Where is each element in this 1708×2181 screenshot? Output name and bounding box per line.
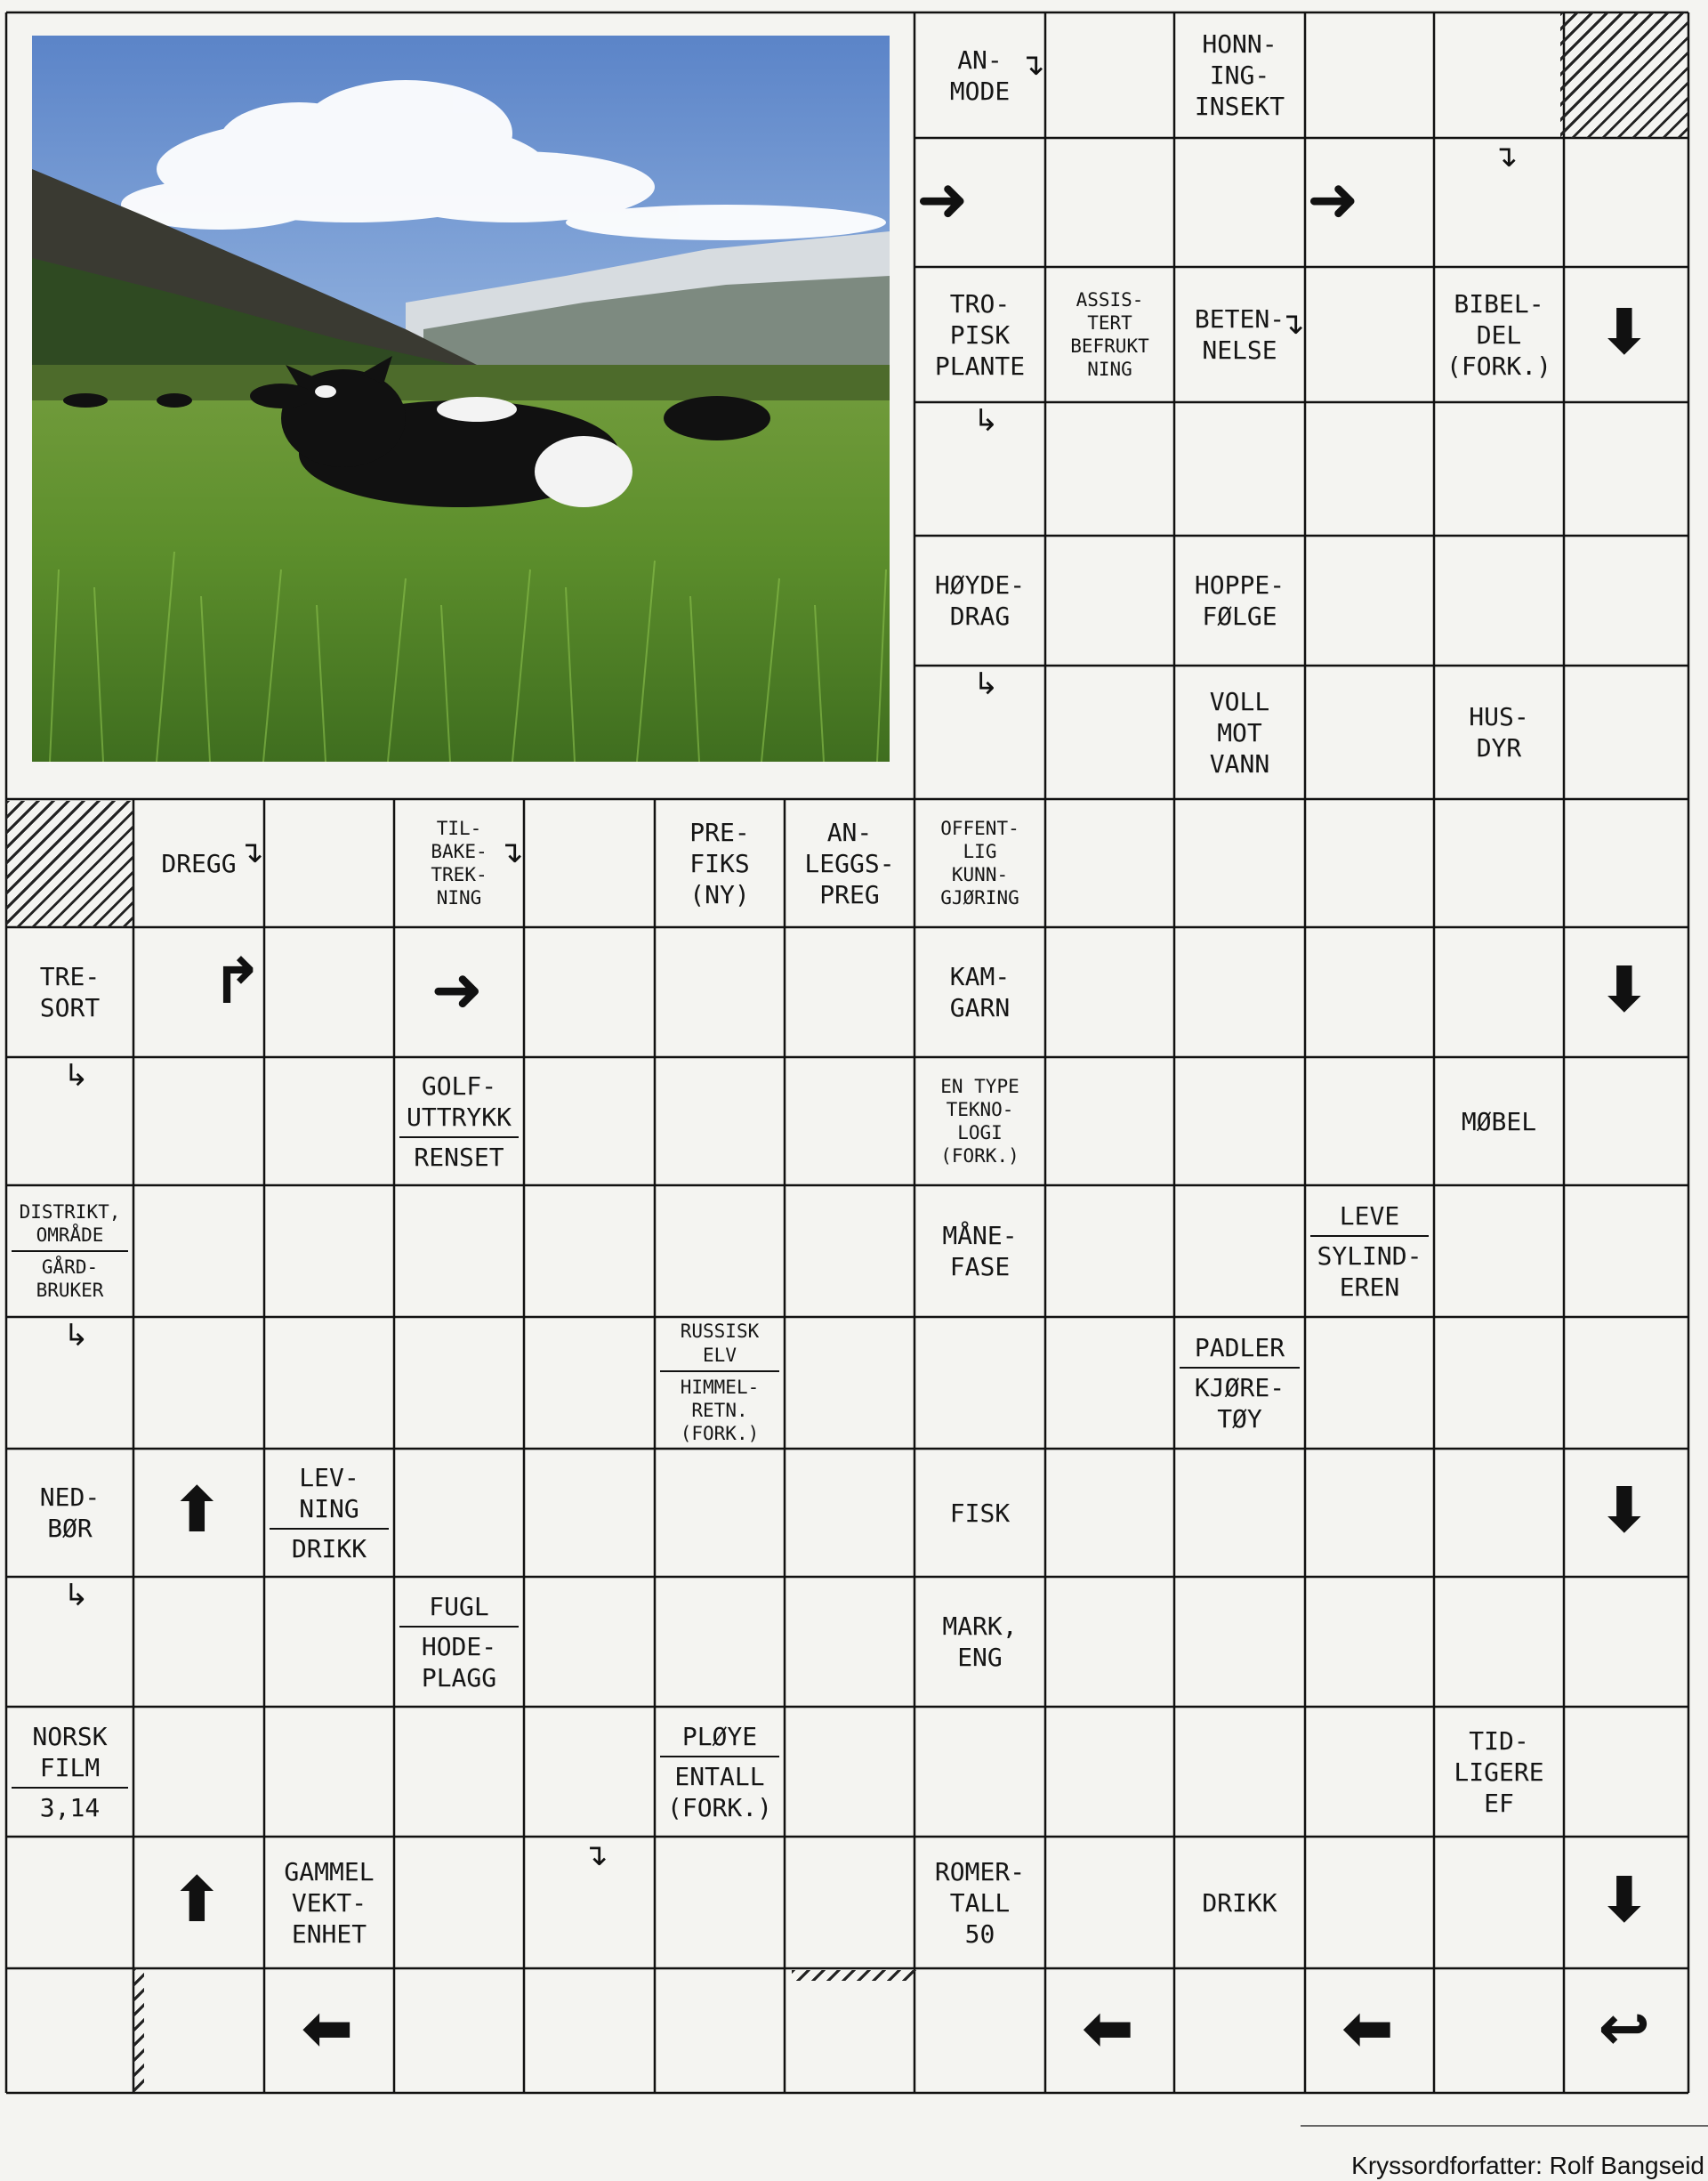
clue-cell (914, 267, 1045, 402)
clue-part (1180, 1887, 1300, 1918)
clue-part (1310, 1200, 1429, 1237)
clue-line: PRE- (689, 817, 750, 847)
clue-line: HOPPE- (1194, 570, 1285, 600)
clue-cell (1174, 1317, 1305, 1449)
clue-line: BETEN- (1194, 304, 1285, 334)
bold-left-arrow-icon: ⬅ (1341, 1991, 1394, 2064)
clue-line: DRIKK (291, 1533, 367, 1563)
clue-line: NED- (39, 1482, 101, 1512)
clue-cell (264, 1837, 394, 1968)
clue-line: TALL (949, 1887, 1011, 1918)
clue-line: HØYDE- (934, 570, 1026, 600)
turn-down-icon: ↴ (583, 1838, 608, 1873)
clue-cell (914, 1185, 1045, 1317)
clue-part (1180, 569, 1300, 632)
return-left-arrow-icon: ↩ (1598, 1991, 1651, 2064)
clue-part (1310, 1240, 1429, 1303)
clue-cell (655, 1707, 785, 1837)
bold-up-arrow-icon: ⬆ (171, 1473, 223, 1547)
bold-right-arrow-icon: ➜ (431, 952, 484, 1026)
clue-line: EN TYPE (940, 1075, 1019, 1097)
clue-line: DISTRIKT, (19, 1200, 121, 1223)
clue-part (1439, 288, 1559, 382)
down-right-arrow-icon: ↳ (63, 1058, 89, 1094)
clue-part (12, 1256, 128, 1303)
clue-line: NELSE (1202, 335, 1277, 365)
clue-part (399, 1591, 519, 1628)
clue-cell (6, 927, 133, 1057)
clue-line: OMRÅDE (36, 1224, 104, 1246)
bold-right-arrow-icon: ➜ (1307, 163, 1359, 236)
clue-line: TRO- (949, 288, 1011, 319)
clue-part (270, 1856, 389, 1950)
clue-line: (FORK.) (666, 1792, 772, 1822)
clue-line: TREK- (431, 864, 487, 885)
clue-cell (914, 1837, 1045, 1968)
clue-cell (785, 799, 914, 927)
clue-line: SORT (39, 993, 101, 1022)
clue-part (660, 817, 779, 910)
clue-line: 50 (964, 1918, 995, 1949)
clue-cell (914, 927, 1045, 1057)
clue-line: FASE (949, 1252, 1011, 1281)
clue-line: HUS- (1469, 702, 1529, 731)
clue-line: VEKT- (291, 1887, 367, 1918)
clue-cell (655, 1317, 785, 1449)
clue-line: VANN (1209, 748, 1270, 779)
clue-cell (1434, 666, 1564, 799)
clue-line: TEKNO- (946, 1098, 1014, 1120)
clue-part (1180, 1372, 1300, 1434)
clue-line: HONN- (1202, 29, 1277, 59)
clue-part (920, 569, 1040, 632)
bold-down-arrow-icon: ⬇ (1598, 1862, 1651, 1936)
clue-cell (655, 799, 785, 927)
clue-part (1439, 1106, 1559, 1137)
clue-line: HIMMEL- (680, 1376, 760, 1398)
clue-line: FUGL (429, 1591, 489, 1621)
clue-line: UTTRYKK (406, 1102, 512, 1132)
clue-line: AN- (826, 817, 873, 847)
turn-down-icon: ↴ (1019, 47, 1045, 84)
clue-part (12, 961, 128, 1023)
clue-line: NORSK (32, 1721, 108, 1751)
clue-cell (1434, 1057, 1564, 1185)
cow-meadow-photo (32, 36, 890, 762)
clue-line: 3,14 (39, 1792, 101, 1822)
clue-line: GARN (949, 993, 1011, 1022)
clue-cell (6, 1185, 133, 1317)
clue-line: TID- (1469, 1725, 1529, 1756)
clue-line: GOLF- (421, 1070, 497, 1101)
clue-part (920, 1075, 1040, 1168)
credit-text: Kryssordforfatter: Rolf Bangseid (1351, 2152, 1704, 2179)
blocked-divider-vertical (133, 1968, 144, 2093)
turn-down-icon: ↴ (1279, 305, 1305, 342)
clue-line: PLAGG (421, 1662, 497, 1692)
clue-line: ASSIS- (1076, 288, 1144, 311)
clue-part (1180, 1332, 1300, 1369)
clue-line: RETN. (691, 1400, 748, 1422)
clue-part (399, 1070, 519, 1138)
clue-part (12, 1482, 128, 1544)
clue-line: MØBEL (1461, 1106, 1537, 1136)
clue-cell (1305, 1185, 1434, 1317)
clue-line: BEFRUKT (1070, 335, 1149, 357)
clue-cell (394, 1577, 524, 1707)
bold-up-arrow-icon: ⬆ (171, 1862, 223, 1936)
clue-part (270, 1533, 389, 1564)
clue-part (12, 1792, 128, 1823)
clue-part (660, 1376, 779, 1446)
clue-line: RENSET (414, 1142, 504, 1172)
clue-cell (264, 1449, 394, 1577)
bold-down-arrow-icon: ⬇ (1598, 952, 1651, 1026)
clue-part (1051, 288, 1169, 382)
clue-line: PADLER (1194, 1332, 1285, 1362)
clue-line: MOT (1217, 717, 1262, 747)
clue-line: PLANTE (934, 351, 1026, 381)
clue-cell (1174, 536, 1305, 666)
clue-line: (NY) (689, 879, 750, 909)
clue-cell (6, 1707, 133, 1837)
clue-line: ENHET (291, 1918, 367, 1949)
clue-line: LEV- (299, 1462, 359, 1492)
bold-down-arrow-icon: ⬇ (1598, 1473, 1651, 1547)
clue-cell (1045, 267, 1174, 402)
clue-line: BRUKER (36, 1280, 104, 1302)
clue-part (660, 1721, 779, 1757)
clue-line: EREN (1339, 1272, 1400, 1302)
clue-line: LEGGS- (804, 848, 895, 878)
clue-line: KJØRE- (1194, 1372, 1285, 1402)
clue-line: PLØYE (681, 1721, 758, 1751)
down-right-arrow-icon: ↳ (973, 403, 999, 439)
blocked-cell-left (6, 801, 133, 927)
clue-cell (1434, 1707, 1564, 1837)
clue-part (399, 1631, 519, 1693)
clue-cell (914, 799, 1045, 927)
clue-line: FISK (949, 1498, 1011, 1528)
clue-cell (1174, 1837, 1305, 1968)
clue-line: BØR (47, 1514, 93, 1543)
clue-line: GJØRING (940, 887, 1019, 909)
clue-line: BIBEL- (1454, 288, 1544, 319)
clue-line: FIKS (689, 848, 750, 878)
clue-line: ROMER- (934, 1856, 1026, 1886)
up-right-turn-arrow-icon: ↱ (211, 945, 264, 1019)
clue-line: BAKE- (431, 840, 487, 862)
clue-line: ENG (957, 1643, 1003, 1672)
blocked-cell-top-right (1560, 12, 1688, 138)
clue-part (920, 1498, 1040, 1529)
credit-rule (1301, 2125, 1708, 2127)
clue-line: DEL (1476, 319, 1522, 350)
clue-line: TIL- (436, 817, 482, 839)
clue-part (399, 1142, 519, 1173)
clue-cell (914, 1449, 1045, 1577)
clue-line: OFFENT- (940, 817, 1019, 839)
clue-part (270, 1462, 389, 1530)
clue-cell (1434, 267, 1564, 402)
clue-line: SYLIND- (1317, 1240, 1422, 1271)
clue-cell (394, 1057, 524, 1185)
clue-line: NING (436, 887, 482, 909)
clue-line: LIGERE (1454, 1757, 1544, 1787)
clue-line: FØLGE (1202, 602, 1277, 631)
clue-line: MÅNE- (942, 1221, 1018, 1250)
clue-part (790, 817, 909, 910)
clue-cell (6, 1449, 133, 1577)
clue-line: DRAG (949, 602, 1011, 631)
blocked-divider-horizontal (792, 1970, 916, 1981)
clue-line: DRIKK (1202, 1887, 1277, 1918)
clue-line: PISK (949, 319, 1011, 350)
bold-left-arrow-icon: ⬅ (301, 1991, 354, 2064)
clue-line: DREGG (161, 848, 237, 878)
clue-part (1180, 686, 1300, 780)
clue-line: KUNN- (951, 864, 1009, 885)
clue-part (920, 817, 1040, 910)
clue-line: FILM (39, 1752, 101, 1782)
clue-part (1439, 701, 1559, 763)
clue-line: ING- (1209, 61, 1270, 90)
clue-line: NING (1087, 359, 1132, 381)
bold-right-arrow-icon: ➜ (916, 163, 969, 236)
turn-down-icon: ↴ (238, 835, 264, 871)
clue-line: RUSSISK (680, 1321, 760, 1343)
clue-part (12, 1721, 128, 1789)
clue-line: VOLL (1209, 686, 1270, 716)
clue-line: LIG (963, 840, 997, 862)
clue-part (1439, 1725, 1559, 1819)
clue-line: TERT (1087, 311, 1132, 334)
clue-line: LOGI (957, 1122, 1003, 1143)
clue-line: ENTALL (674, 1761, 765, 1791)
clue-line: GAMMEL (284, 1856, 375, 1886)
clue-part (660, 1761, 779, 1823)
bold-left-arrow-icon: ⬅ (1082, 1991, 1134, 2064)
down-right-arrow-icon: ↳ (63, 1318, 89, 1353)
clue-cell (1174, 666, 1305, 799)
clue-cell (914, 536, 1045, 666)
bold-down-arrow-icon: ⬇ (1598, 295, 1651, 368)
clue-line: EF (1484, 1788, 1514, 1818)
clue-line: PREG (819, 879, 880, 909)
clue-line: TRE- (39, 962, 101, 991)
clue-line: (FORK.) (1446, 351, 1551, 381)
clue-line: DYR (1476, 733, 1522, 763)
clue-line: KAM- (949, 962, 1011, 991)
clue-cell (1174, 12, 1305, 138)
down-right-arrow-icon: ↳ (63, 1578, 89, 1613)
clue-cell (914, 1577, 1045, 1707)
clue-part (920, 288, 1040, 382)
clue-line: MODE (949, 76, 1011, 106)
clue-part (920, 961, 1040, 1023)
clue-part (1180, 28, 1300, 122)
clue-part (920, 1856, 1040, 1950)
clue-part (660, 1320, 779, 1372)
clue-line: LEVE (1339, 1200, 1400, 1231)
clue-line: MARK, (942, 1612, 1018, 1641)
clue-line: NING (299, 1493, 359, 1523)
clue-part (920, 1611, 1040, 1673)
clue-line: AN- (957, 44, 1003, 75)
turn-down-icon: ↴ (1492, 139, 1519, 174)
clue-line: ELV (703, 1344, 737, 1366)
clue-part (920, 1220, 1040, 1282)
down-right-arrow-icon: ↳ (973, 666, 999, 702)
clue-line: INSEKT (1194, 92, 1285, 121)
clue-line: TØY (1217, 1403, 1262, 1434)
clue-line: (FORK.) (680, 1423, 760, 1445)
clue-part (12, 1200, 128, 1253)
turn-down-icon: ↴ (498, 835, 524, 871)
clue-line: HODE- (421, 1631, 497, 1661)
clue-cell (914, 1057, 1045, 1185)
clue-line: GÅRD- (41, 1256, 99, 1278)
clue-line: (FORK.) (940, 1145, 1019, 1167)
